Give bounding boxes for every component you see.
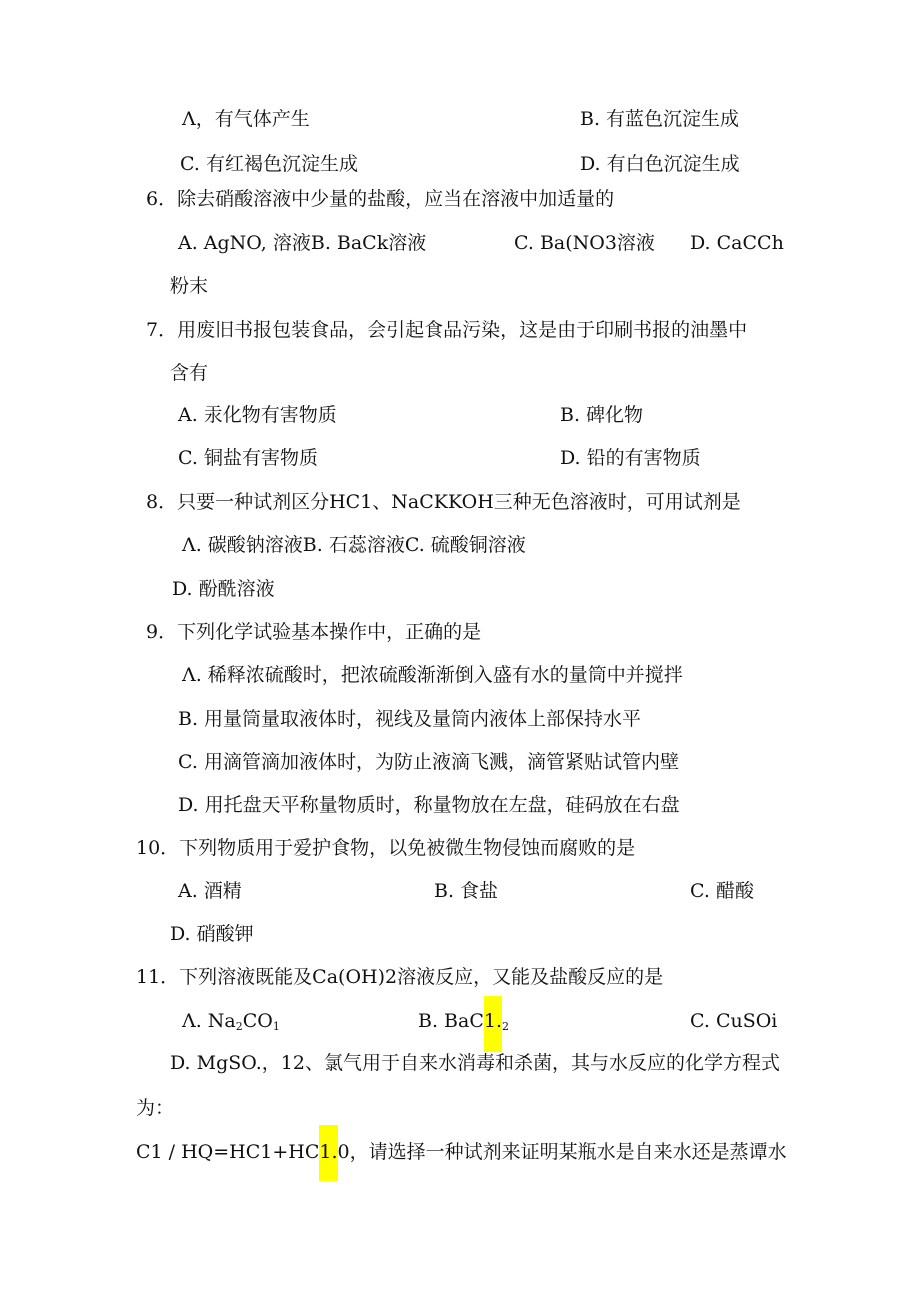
q5-option-b: B. 有蓝色沉淀生成 bbox=[580, 108, 740, 130]
highlight-mark: 1. bbox=[484, 996, 502, 1052]
q7-option-a: A. 汞化物有害物质 bbox=[178, 404, 337, 426]
highlight-mark: 1. bbox=[319, 1125, 337, 1181]
q9-stem: 9．下列化学试验基本操作中，正确的是 bbox=[146, 621, 482, 643]
q6-option-c: C. Ba(NO3溶液 bbox=[514, 232, 655, 254]
q11-option-b: B. $BaC1._2$ bbox=[418, 1008, 509, 1052]
q8-option-abc: Λ. 碳酸钠溶液B. 石蕊溶液C. 硫酸铜溶液 bbox=[182, 534, 526, 556]
q6-continuation: 粉末 bbox=[170, 275, 209, 297]
q5-option-d: D. 有白色沉淀生成 bbox=[580, 153, 740, 175]
q11-stem: 11．下列溶液既能及Ca(OH)2溶液反应，又能及盐酸反应的是 bbox=[136, 966, 664, 988]
q11-option-c: C. CuSOi bbox=[690, 1010, 778, 1032]
q12-line3: C1 / HQ=HC1+HC1.0，请选择一种试剂来证明某瓶水是自来水还是蒸谭水 bbox=[136, 1139, 787, 1181]
q10-option-a: A. 酒精 bbox=[178, 880, 242, 902]
q7-continuation: 含有 bbox=[170, 362, 209, 384]
q9-option-a: Λ. 稀释浓硫酸时，把浓硫酸渐渐倒入盛有水的量筒中并搅拌 bbox=[182, 664, 683, 686]
q5-option-a: Λ，有气体产生 bbox=[182, 108, 310, 130]
q10-option-c: C. 醋酸 bbox=[690, 880, 754, 902]
q12-line2: 为： bbox=[136, 1097, 175, 1119]
q12-line1: D. MgSO.，12、氯气用于自来水消毒和杀菌，其与水反应的化学方程式 bbox=[170, 1052, 780, 1074]
q8-option-d: D. 酚酰溶液 bbox=[172, 578, 275, 600]
q6-option-d: D. CaCCh bbox=[690, 232, 784, 254]
q10-option-d: D. 硝酸钾 bbox=[170, 923, 254, 945]
q5-option-c: C. 有红褐色沉淀生成 bbox=[180, 153, 358, 175]
q10-stem: 10．下列物质用于爱护食物，以免被微生物侵蚀而腐败的是 bbox=[136, 837, 636, 859]
q9-option-d: D. 用托盘天平称量物质时，称量物放在左盘，硅码放在右盘 bbox=[178, 794, 680, 816]
q6-stem: 6．除去硝酸溶液中少量的盐酸，应当在溶液中加适量的 bbox=[146, 188, 615, 210]
q10-option-b: B. 食盐 bbox=[434, 880, 499, 902]
q11-option-a: Λ. $Na_2CO_1$ bbox=[182, 1010, 280, 1033]
q9-option-b: B. 用量筒量取液体时，视线及量筒内液体上部保持水平 bbox=[178, 708, 642, 730]
q7-option-b: B. 碑化物 bbox=[560, 404, 644, 426]
q7-stem: 7．用废旧书报包装食品，会引起食品污染，这是由于印刷书报的油墨中 bbox=[146, 319, 748, 341]
q8-stem: 8．只要一种试剂区分HC1、NaCKKOH三种无色溶液时，可用试剂是 bbox=[146, 491, 741, 513]
q9-option-c: C. 用滴管滴加液体时，为防止液滴飞溅，滴管紧贴试管内壁 bbox=[178, 751, 679, 773]
q6-option-ab: A. AgNO, 溶液B. BaCk溶液 bbox=[178, 232, 427, 254]
q7-option-d: D. 铅的有害物质 bbox=[560, 447, 701, 469]
q7-option-c: C. 铜盐有害物质 bbox=[178, 447, 318, 469]
